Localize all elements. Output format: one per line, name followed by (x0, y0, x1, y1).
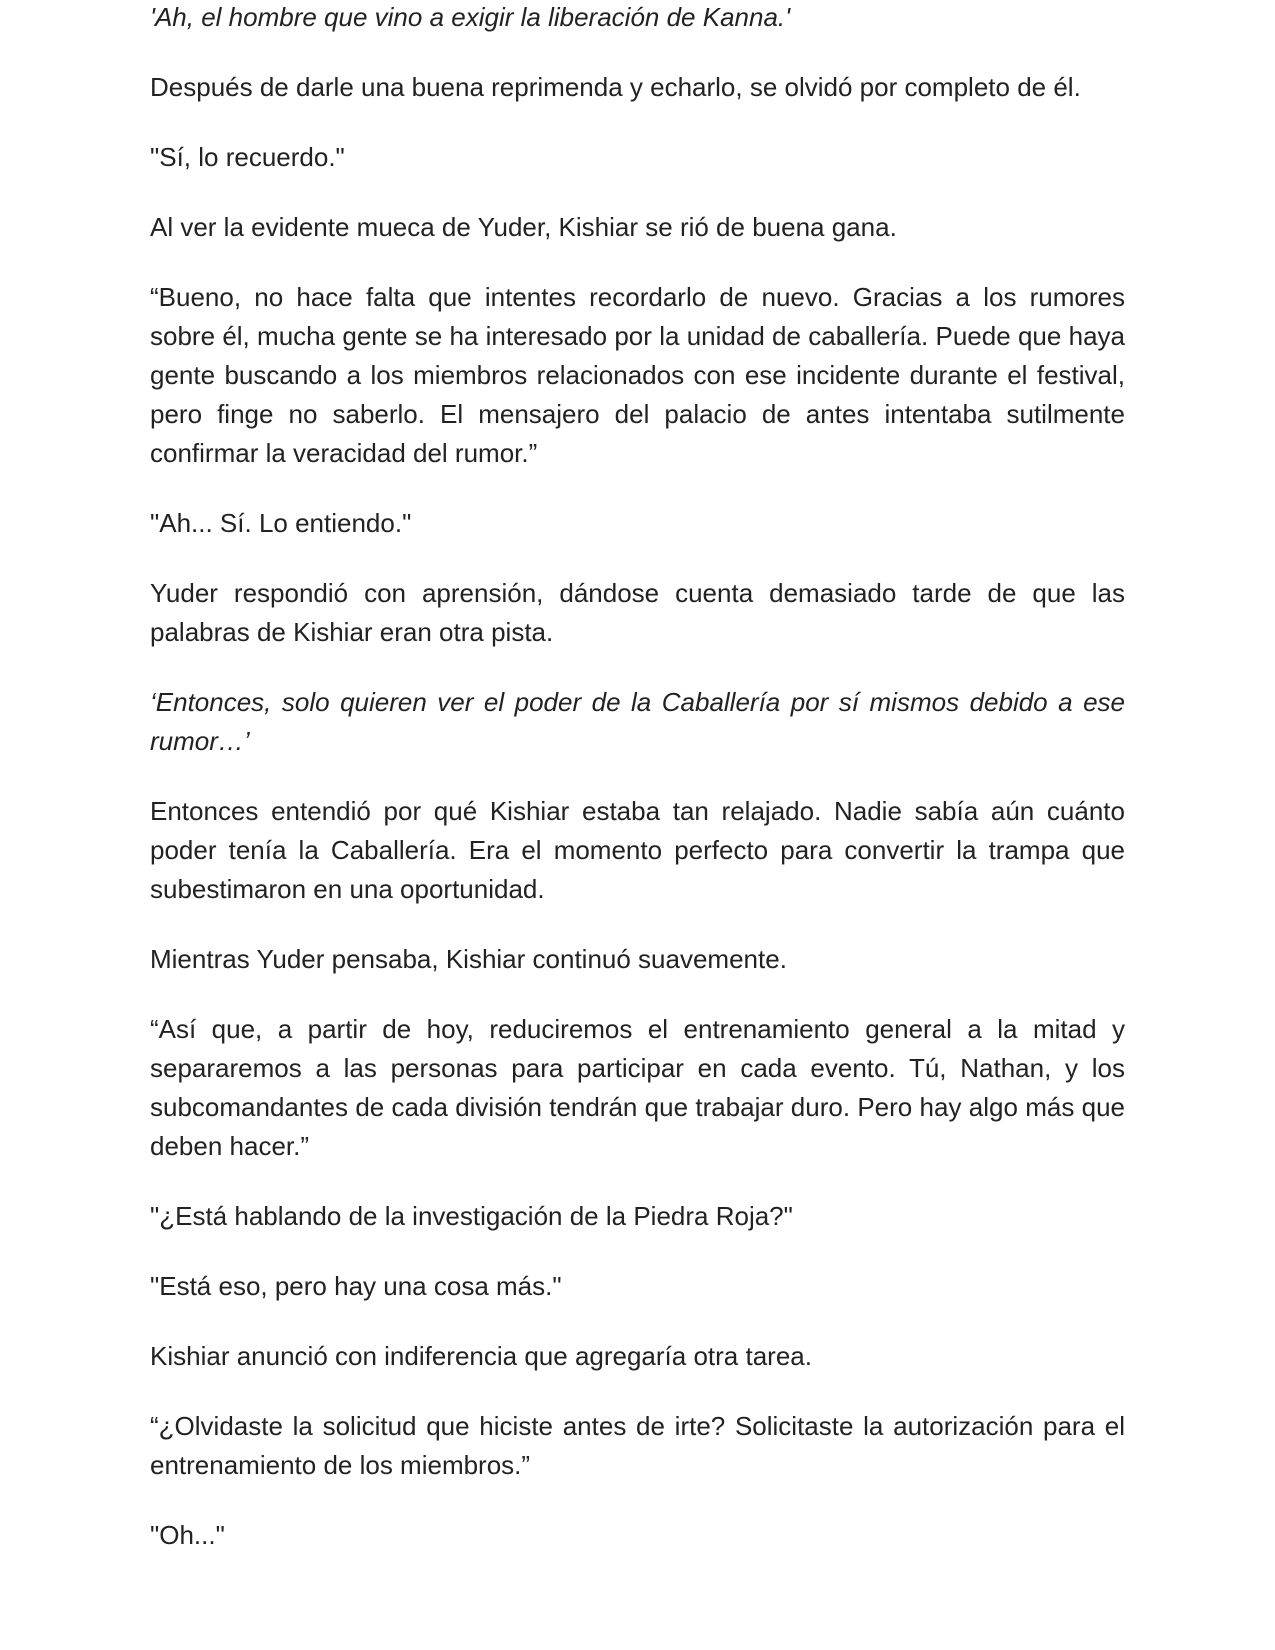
paragraph-narration: Al ver la evidente mueca de Yuder, Kishiar se rió de buena gana. (150, 212, 897, 242)
paragraph-dialogue: "¿Está hablando de la investigación de la Piedra Roja?" (150, 1201, 793, 1231)
paragraph-dialogue: "Oh..." (150, 1520, 225, 1550)
paragraph-dialogue: “¿Olvidaste la solicitud que hiciste antes de irte? Solicitaste la autorización para el entrenamiento de los miembros.” (150, 1411, 1125, 1480)
paragraph-narration: Kishiar anunció con indiferencia que agregaría otra tarea. (150, 1341, 812, 1371)
document-page (150, 0, 1125, 1586)
paragraph-narration: Mientras Yuder pensaba, Kishiar continuó suavemente. (150, 944, 787, 974)
paragraph-dialogue: “Bueno, no hace falta que intentes recordarlo de nuevo. Gracias a los rumores sobre él, mucha gente se ha interesado por la unidad de caballería. Puede que haya gente buscando a los miembros relacionados con ese incidente durante el festival, pero finge no saberlo. El mensajero del palacio de antes intentaba sutilmente confirmar la veracidad del rumor.” (150, 282, 1125, 468)
paragraph-dialogue: “Así que, a partir de hoy, reduciremos el entrenamiento general a la mitad y separaremos a las personas para participar en cada evento. Tú, Nathan, y los subcomandantes de cada división tendrán que trabajar duro. Pero hay algo más que deben hacer.” (150, 1014, 1125, 1161)
paragraph-narration: Entonces entendió por qué Kishiar estaba tan relajado. Nadie sabía aún cuánto poder tenía la Caballería. Era el momento perfecto para convertir la trampa que subestimaron en una oportunidad. (150, 796, 1125, 904)
paragraph-narration: Yuder respondió con aprensión, dándose cuenta demasiado tarde de que las palabras de Kishiar eran otra pista. (150, 578, 1125, 647)
paragraph-dialogue: "Sí, lo recuerdo." (150, 142, 345, 172)
paragraph-dialogue: "Está eso, pero hay una cosa más." (150, 1271, 562, 1301)
paragraph-thought: 'Ah, el hombre que vino a exigir la liberación de Kanna.' (150, 2, 791, 32)
paragraph-thought: ‘Entonces, solo quieren ver el poder de la Caballería por sí mismos debido a ese rumor…’ (150, 687, 1125, 756)
paragraph-dialogue: "Ah... Sí. Lo entiendo." (150, 508, 412, 538)
paragraph-narration: Después de darle una buena reprimenda y echarlo, se olvidó por completo de él. (150, 72, 1081, 102)
